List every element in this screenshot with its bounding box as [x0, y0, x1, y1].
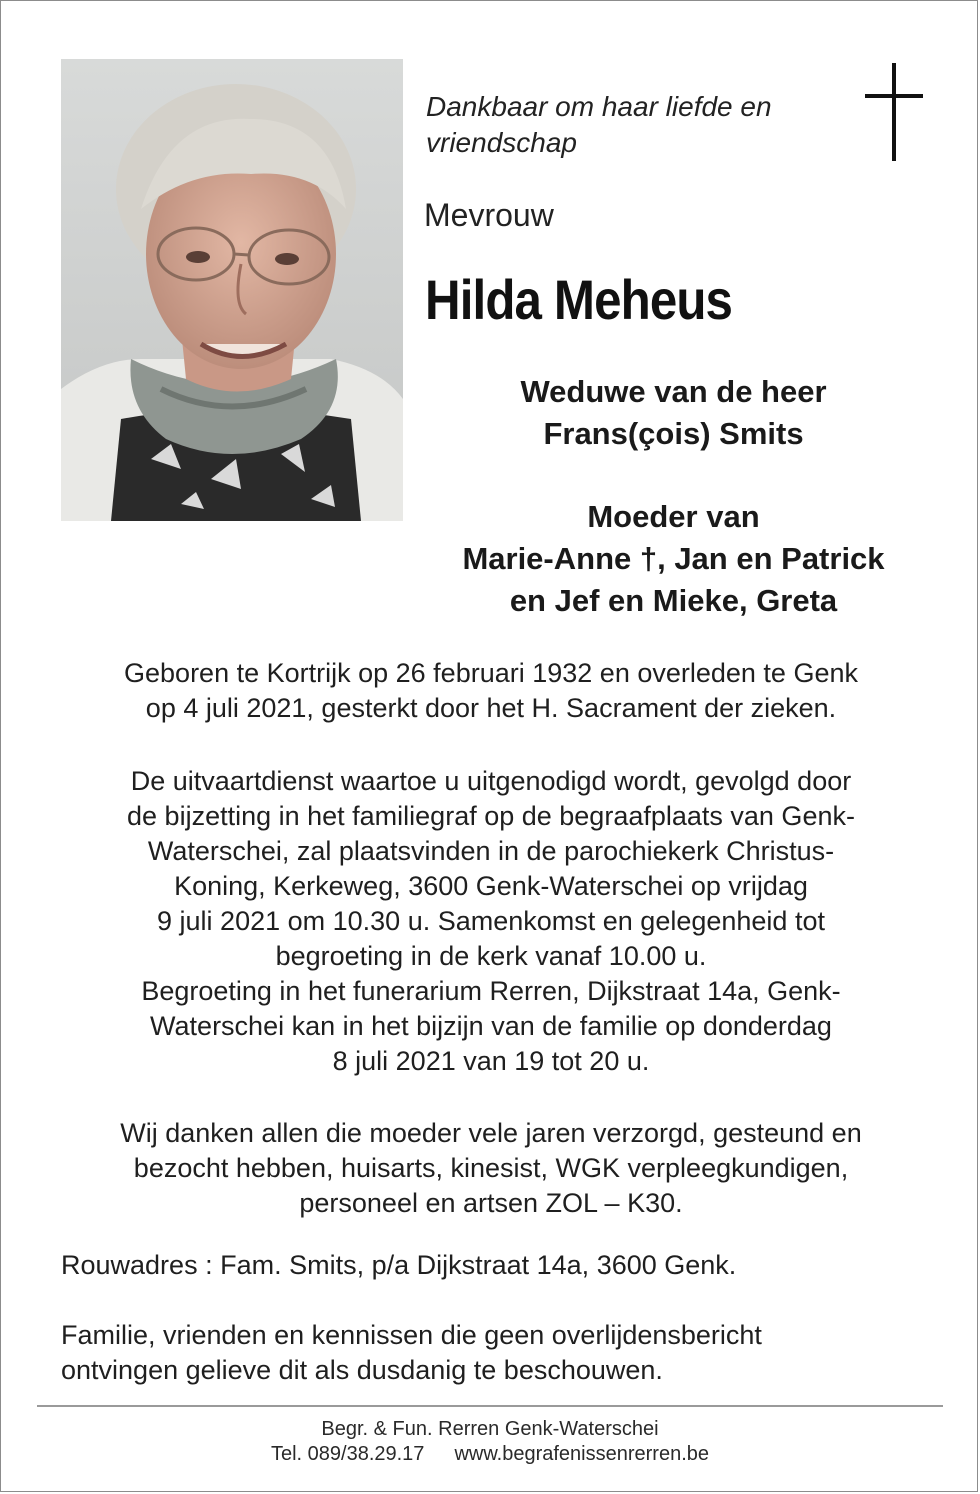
honorific: Mevrouw	[424, 197, 554, 233]
cross-icon	[865, 63, 923, 161]
paragraph-line: Waterschei kan in het bijzijn van de familie op donderdag	[150, 1011, 832, 1041]
motto-line: Dankbaar om haar liefde en	[426, 91, 772, 122]
mourning-address	[61, 1248, 941, 1283]
motto	[426, 89, 846, 161]
deceased-name: Hilda Meheus	[425, 268, 733, 331]
footer-contact	[1, 1442, 979, 1467]
mother-line: en Jef en Mieke, Greta	[509, 583, 838, 618]
paragraph-line: Begroeting in het funerarium Rerren, Dijkstraat 14a, Genk-	[141, 976, 841, 1006]
mother-line: Moeder van	[587, 499, 760, 534]
paragraph-line: Koning, Kerkeweg, 3600 Genk-Waterschei op vrijdag	[174, 871, 808, 901]
paragraph-line: Waterschei, zal plaatsvinden in de parochiekerk Christus-	[147, 836, 835, 866]
birth-death-paragraph	[41, 656, 941, 726]
motto-line: vriendschap	[426, 127, 577, 158]
paragraph-line: Familie, vrienden en kennissen die geen overlijdensbericht	[61, 1320, 762, 1350]
paragraph-line: bezocht hebben, huisarts, kinesist, WGK verpleegkundigen,	[133, 1153, 849, 1183]
paragraph-line: op 4 juli 2021, gesterkt door het H. Sacrament der zieken.	[145, 693, 837, 723]
paragraph-line: Geboren te Kortrijk op 26 februari 1932 en overleden te Genk	[124, 658, 858, 688]
mother-of	[401, 496, 946, 622]
notice-paragraph	[61, 1318, 941, 1388]
footer-website[interactable]: www.begrafenissenrerren.be	[454, 1443, 710, 1465]
mother-line: Marie-Anne †, Jan en Patrick	[462, 541, 885, 576]
footer-divider	[37, 1405, 943, 1407]
paragraph-line: 8 juli 2021 van 19 tot 20 u.	[332, 1046, 650, 1076]
paragraph-line: 9 juli 2021 om 10.30 u. Samenkomst en gelegenheid tot	[157, 906, 825, 936]
portrait-photo	[61, 59, 403, 521]
widow-line: Frans(çois) Smits	[543, 416, 804, 451]
address-line: Rouwadres : Fam. Smits, p/a Dijkstraat 14a, 3600 Genk.	[61, 1250, 737, 1280]
service-paragraph	[41, 764, 941, 1079]
paragraph-line: Wij danken allen die moeder vele jaren verzorgd, gesteund en	[120, 1118, 862, 1148]
paragraph-line: de bijzetting in het familiegraf op de begraafplaats van Genk-	[127, 801, 855, 831]
paragraph-line: begroeting in de kerk vanaf 10.00 u.	[275, 941, 707, 971]
widow-of	[401, 371, 946, 455]
thanks-paragraph	[41, 1116, 941, 1221]
paragraph-line: ontvingen gelieve dit als dusdanig te beschouwen.	[61, 1355, 663, 1385]
footer-company: Begr. & Fun. Rerren Genk-Waterschei	[321, 1418, 659, 1440]
widow-line: Weduwe van de heer	[520, 374, 827, 409]
paragraph-line: De uitvaartdienst waartoe u uitgenodigd wordt, gevolgd door	[130, 766, 852, 796]
paragraph-line: personeel en artsen ZOL – K30.	[299, 1188, 683, 1218]
footer-phone: Tel. 089/38.29.17	[270, 1443, 425, 1465]
